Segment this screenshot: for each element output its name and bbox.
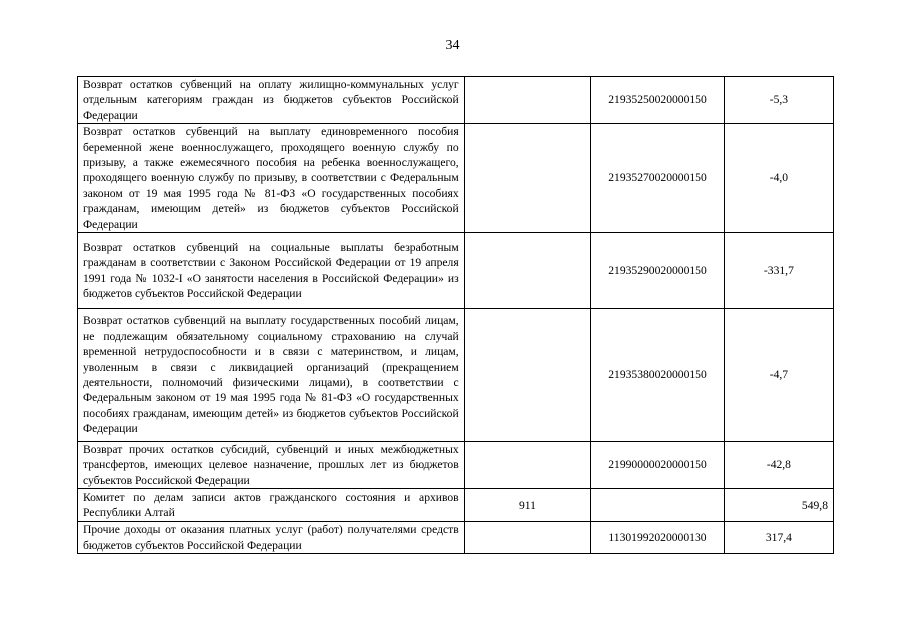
row-name-cell: Возврат остатков субвенций на выплату единовременного пособия беременной жене военнослужащего, проходящего военную службу по призыву, а также ежемесячного пособия на ребенка военнослужащего, проходящего военную службу по призыву, в соответствии с Федеральным законом от 19 мая 1995 года № 81-ФЗ «О государственных пособиях гражданам, имеющим детей» из бюджетов субъектов Российской Федерации xyxy=(78,124,465,233)
row-budget-code-cell: 21935250020000150 xyxy=(591,77,725,124)
table-row xyxy=(78,77,834,124)
row-admin-code-cell xyxy=(464,522,591,554)
row-name-cell: Комитет по делам записи актов гражданского состояния и архивов Республики Алтай xyxy=(78,489,465,522)
row-budget-code-cell: 21935270020000150 xyxy=(591,124,725,233)
budget-revenue-table xyxy=(77,76,834,554)
table-row xyxy=(78,309,834,442)
row-budget-code-cell: 21935380020000150 xyxy=(591,309,725,442)
row-admin-code-cell xyxy=(464,77,591,124)
row-name-cell: Прочие доходы от оказания платных услуг (работ) получателями средств бюджетов субъектов Российской Федерации xyxy=(78,522,465,554)
row-name-cell: Возврат прочих остатков субсидий, субвенций и иных межбюджетных трансфертов, имеющих целевое назначение, прошлых лет из бюджетов субъектов Российской Федерации xyxy=(78,442,465,489)
page-number: 34 xyxy=(445,38,460,53)
row-admin-code-cell xyxy=(464,442,591,489)
table-row xyxy=(78,442,834,489)
row-admin-code-cell xyxy=(464,309,591,442)
table-row xyxy=(78,124,834,233)
row-budget-code-cell: 21935290020000150 xyxy=(591,233,725,309)
table-row xyxy=(78,522,834,554)
row-name-cell: Возврат остатков субвенций на оплату жилищно-коммунальных услуг отдельным категориям граждан из бюджетов субъектов Российской Федерации xyxy=(78,77,465,124)
row-budget-code-cell: 11301992020000130 xyxy=(591,522,725,554)
row-sum-cell: -4,0 xyxy=(724,124,833,233)
row-name-cell: Возврат остатков субвенций на социальные выплаты безработным гражданам в соответствии с Законом Российской Федерации от 19 апреля 1991 года № 1032-I «О занятости населения в Российской Федерации» из бюджетов субъектов Российской Федерации xyxy=(78,233,465,309)
row-admin-code-cell xyxy=(464,124,591,233)
row-sum-cell: -5,3 xyxy=(724,77,833,124)
table-row xyxy=(78,489,834,522)
row-sum-cell: 317,4 xyxy=(724,522,833,554)
row-sum-cell: 549,8 xyxy=(724,489,833,522)
row-sum-cell: -331,7 xyxy=(724,233,833,309)
row-name-cell: Возврат остатков субвенций на выплату государственных пособий лицам, не подлежащим обязательному социальному страхованию на случай временной нетрудоспособности и в связи с материнством, и лицам, уволенным в связи с ликвидацией организаций (прекращением деятельности, полномочий физическими лицами), в соответствии с Федеральным законом от 19 мая 1995 года № 81-ФЗ «О государственных пособиях гражданам, имеющим детей» из бюджетов субъектов Российской Федерации xyxy=(78,309,465,442)
row-sum-cell: -42,8 xyxy=(724,442,833,489)
row-admin-code-cell xyxy=(464,233,591,309)
table-row xyxy=(78,233,834,309)
row-sum-cell: -4,7 xyxy=(724,309,833,442)
row-budget-code-cell: 21990000020000150 xyxy=(591,442,725,489)
row-admin-code-cell: 911 xyxy=(464,489,591,522)
row-budget-code-cell xyxy=(591,489,725,522)
